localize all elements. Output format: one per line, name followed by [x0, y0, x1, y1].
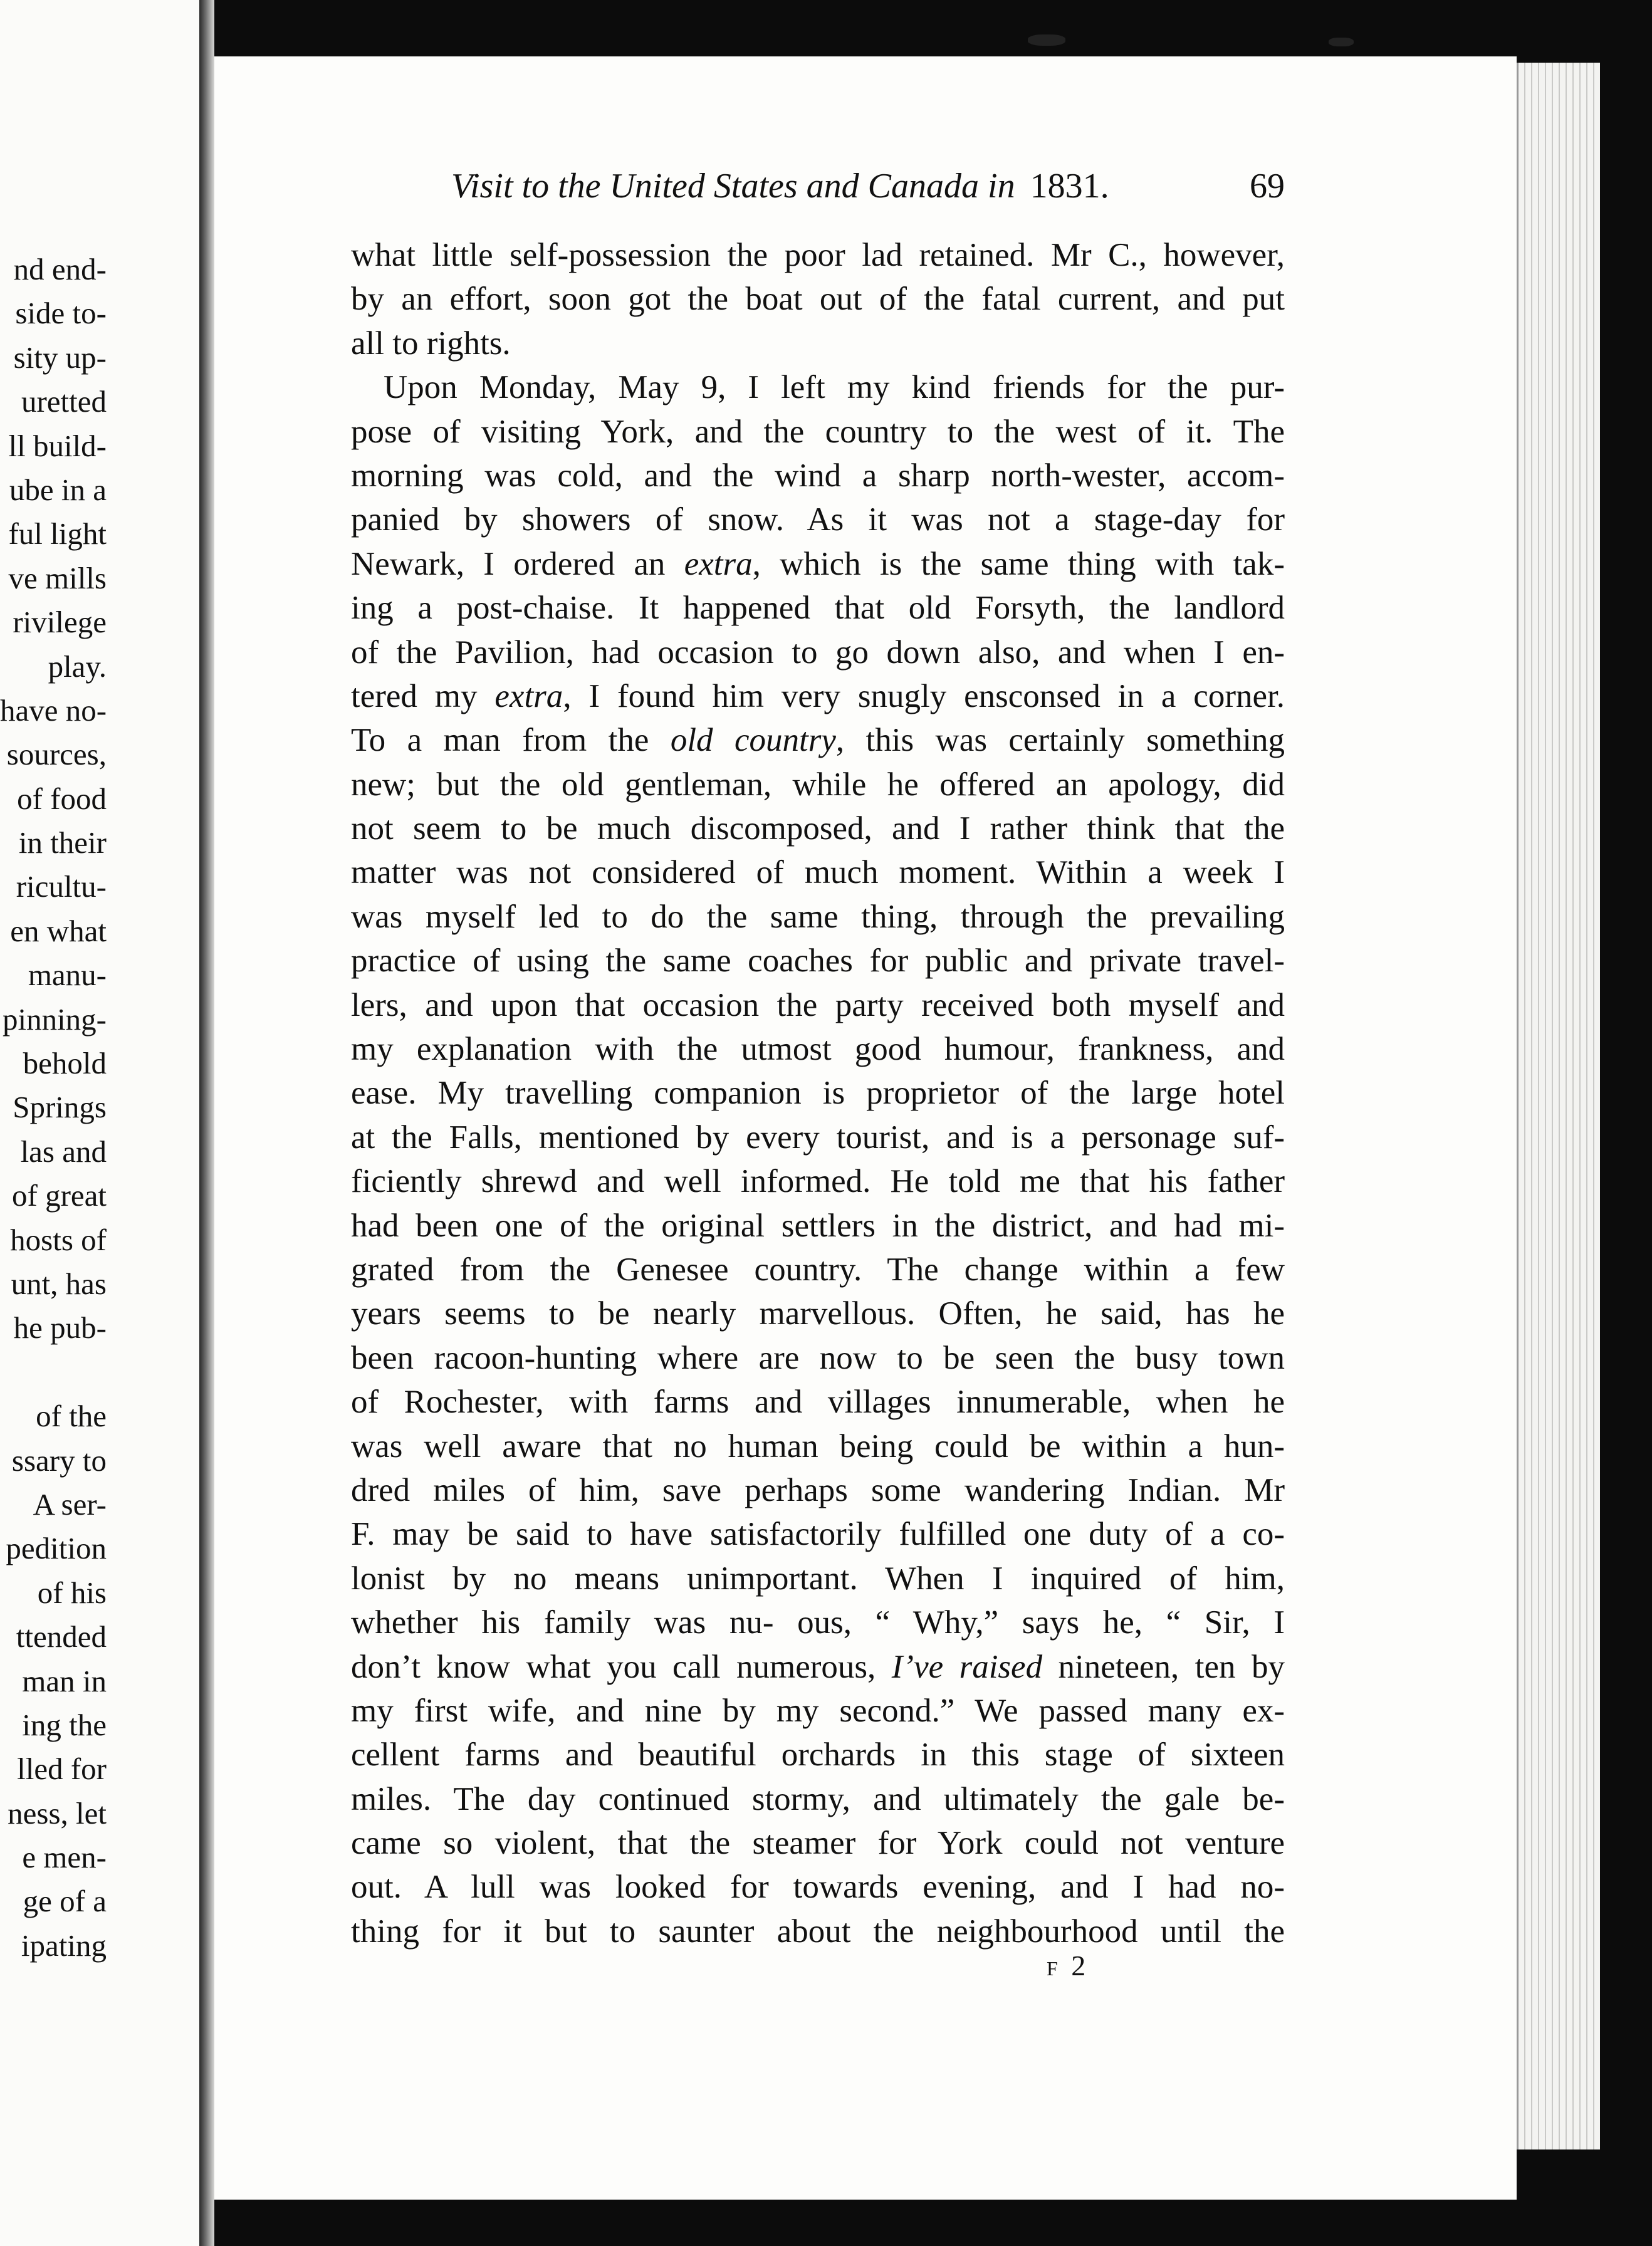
text-line: thing for it but to saunter about the neighbourhood until the — [351, 1913, 1285, 1950]
text-line: dred miles of him, save perhaps some wandering Indian. Mr — [351, 1471, 1285, 1508]
previous-page-line: ful light — [8, 516, 107, 551]
previous-page-line: rivilege — [13, 605, 107, 640]
previous-page-line: of his — [37, 1575, 107, 1610]
text-line: of the Pavilion, had occasion to go down also, and when I en- — [351, 634, 1285, 671]
text-line: not seem to be much discomposed, and I rather think that the — [351, 810, 1285, 847]
text-line: out. A lull was looked for towards evening, and I had no- — [351, 1869, 1285, 1906]
previous-page-line: side to- — [15, 296, 107, 331]
previous-page-line: e men- — [22, 1840, 107, 1875]
scan-smudge — [1329, 38, 1354, 46]
text-line: grated from the Genesee country. The change within a few — [351, 1251, 1285, 1288]
previous-page-line: he pub- — [13, 1310, 107, 1345]
previous-page-line: ge of a — [23, 1884, 107, 1919]
previous-page-line: ll build- — [8, 428, 107, 463]
text-line: years seems to be nearly marvellous. Often, he said, has he — [351, 1295, 1285, 1332]
previous-page-line: have no- — [0, 692, 107, 728]
previous-page-line: pedition — [6, 1531, 107, 1566]
text-line: new; but the old gentleman, while he offered an apology, did — [351, 766, 1285, 803]
text-line: lonist by no means unimportant. When I inquired of him, — [351, 1560, 1285, 1597]
previous-page-line: of great — [12, 1178, 107, 1213]
text-line: was well aware that no human being could be within a hun- — [351, 1428, 1285, 1465]
previous-page-line — [0, 1350, 107, 1394]
text-line: tered my extra, I found him very snugly ensconsed in a corner. — [351, 677, 1285, 714]
previous-page-line: play. — [48, 649, 107, 684]
previous-page-line: ipating — [21, 1928, 107, 1963]
previous-page-line: unt, has — [11, 1266, 107, 1301]
previous-page-line: en what — [10, 913, 107, 948]
previous-page-text — [0, 248, 107, 1968]
text-line: my first wife, and nine by my second.” We passed many ex- — [351, 1692, 1285, 1729]
page-number: 69 — [1250, 167, 1285, 206]
previous-page-line: Springs — [13, 1090, 107, 1125]
text-line: came so violent, that the steamer for York could not venture — [351, 1825, 1285, 1862]
body-text — [351, 233, 1285, 1953]
text-line: To a man from the old country, this was certainly something — [351, 722, 1285, 759]
previous-page-line: nd end- — [13, 252, 107, 286]
text-line: ease. My travelling companion is proprietor of the large hotel — [351, 1075, 1285, 1112]
text-line: practice of using the same coaches for public and private travel- — [351, 943, 1285, 979]
text-line: by an effort, soon got the boat out of the fatal current, and put — [351, 281, 1285, 318]
italic-phrase: I’ve raised — [891, 1648, 1043, 1685]
previous-page-line: las and — [20, 1134, 107, 1169]
text-line: was myself led to do the same thing, through the prevailing — [351, 898, 1285, 935]
previous-page-line: ssary to — [11, 1443, 107, 1478]
text-line: been racoon-hunting where are now to be seen the busy town — [351, 1339, 1285, 1376]
previous-page-line: hosts of — [10, 1222, 107, 1257]
text-line: whether his family was nu- ous, “ Why,” says he, “ Sir, I — [351, 1604, 1285, 1641]
previous-page-line: man in — [22, 1663, 107, 1698]
scan-smudge — [1028, 34, 1065, 46]
text-line: F. may be said to have satisfactorily fulfilled one duty of a co- — [351, 1516, 1285, 1553]
text-line: ficiently shrewd and well informed. He told me that his father — [351, 1163, 1285, 1200]
previous-page-line: ube in a — [9, 472, 107, 507]
previous-page-line: ing the — [22, 1707, 107, 1742]
text-line: lers, and upon that occasion the party received both myself and — [351, 986, 1285, 1023]
text-line: matter was not considered of much moment. Within a week I — [351, 854, 1285, 891]
text-line: don’t know what you call numerous, I’ve raised nineteen, ten by — [351, 1648, 1285, 1685]
previous-page-line: sity up- — [13, 340, 107, 375]
previous-page-line: of food — [17, 781, 107, 816]
previous-page-line: manu- — [28, 958, 107, 993]
previous-page-fragment — [0, 0, 203, 2246]
text-line: panied by showers of snow. As it was not a stage-day for — [351, 501, 1285, 538]
text-line: ing a post-chaise. It happened that old Forsyth, the landlord — [351, 590, 1285, 627]
signature-number: 2 — [1071, 1950, 1091, 1982]
italic-phrase: extra — [684, 545, 753, 582]
signature-mark — [1047, 1949, 1090, 1982]
previous-page-line: behold — [23, 1046, 107, 1081]
text-line: my explanation with the utmost good humour, frankness, and — [351, 1031, 1285, 1068]
previous-page-line: ness, let — [8, 1795, 107, 1831]
previous-page-line: ve mills — [8, 560, 107, 595]
book-gutter — [199, 0, 214, 2246]
text-line: pose of visiting York, and the country to the west of it. The — [351, 413, 1285, 450]
previous-page-line: uretted — [21, 384, 107, 419]
text-line: cellent farms and beautiful orchards in this stage of sixteen — [351, 1737, 1285, 1773]
italic-phrase: extra — [494, 677, 563, 714]
running-head-title: Visit to the United States and Canada in — [451, 167, 1015, 206]
previous-page-line: pinning- — [2, 1001, 107, 1037]
text-line: at the Falls, mentioned by every tourist, and is a personage suf- — [351, 1119, 1285, 1156]
running-head — [451, 166, 1285, 216]
previous-page-line: A ser- — [33, 1486, 107, 1522]
page-edges — [1517, 63, 1600, 2149]
previous-page-line: of the — [36, 1399, 107, 1434]
running-head-year: 1831. — [1030, 167, 1109, 206]
text-line: had been one of the original settlers in the district, and had mi- — [351, 1207, 1285, 1244]
previous-page-line: in their — [18, 825, 107, 860]
previous-page-line: ricultu- — [16, 869, 107, 904]
previous-page-line: sources, — [6, 737, 107, 772]
signature-letter: F — [1047, 1957, 1059, 1980]
italic-phrase: old country — [670, 722, 836, 759]
previous-page-line: ttended — [16, 1619, 107, 1654]
text-line: all to rights. — [351, 325, 511, 362]
text-line: what little self-possession the poor lad retained. Mr C., however, — [351, 237, 1285, 273]
text-line: miles. The day continued stormy, and ultimately the gale be- — [351, 1780, 1285, 1817]
previous-page-line: lled for — [17, 1752, 107, 1787]
text-line: Upon Monday, May 9, I left my kind friends for the pur- — [384, 369, 1285, 406]
text-line: of Rochester, with farms and villages innumerable, when he — [351, 1384, 1285, 1421]
text-line: Newark, I ordered an extra, which is the same thing with tak- — [351, 545, 1285, 582]
text-line: morning was cold, and the wind a sharp north-wester, accom- — [351, 457, 1285, 494]
